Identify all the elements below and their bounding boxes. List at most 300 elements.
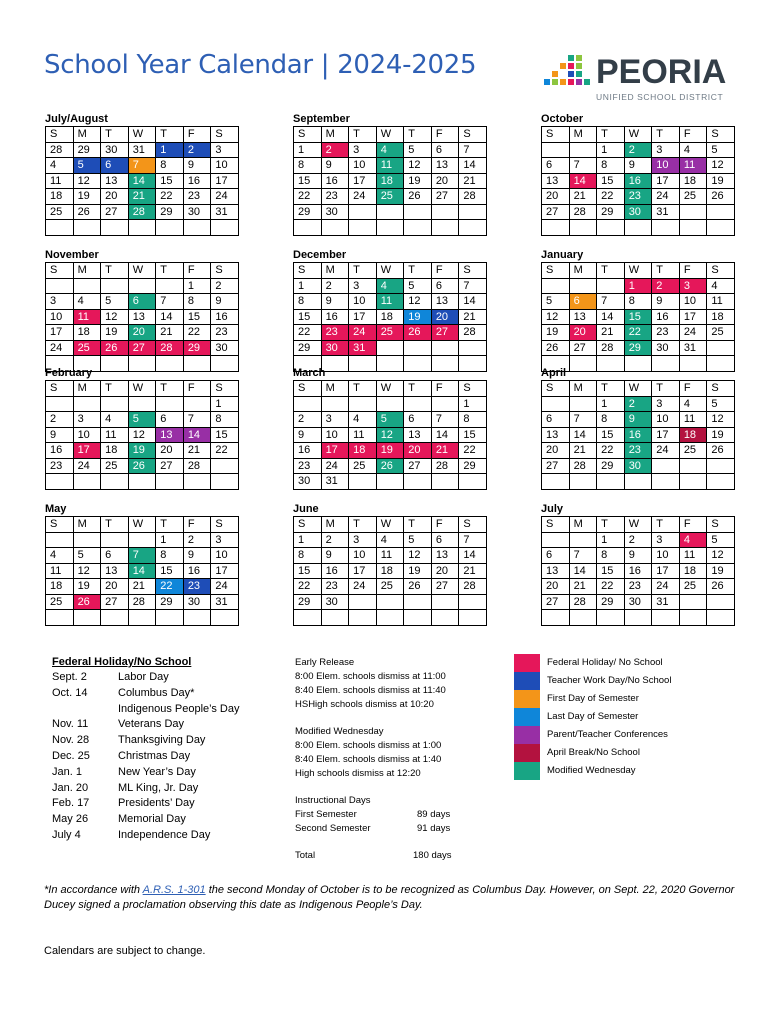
weekday-label: S [542,127,570,143]
week-row [294,610,487,626]
weekday-label: S [707,263,735,279]
month-name: November [45,249,99,261]
holiday-row [52,717,240,733]
day-cell: 18 [376,173,404,189]
instructional-value: 89 days [417,809,451,820]
day-cell [431,396,459,412]
day-cell: 15 [597,563,625,579]
day-cell: 24 [652,443,680,459]
day-cell [569,142,597,158]
early-release-line: 8:00 Elem. schools dismiss at 11:00 [295,671,446,682]
legend-swatch [514,744,540,762]
weekday-label: S [46,381,74,397]
day-cell: 1 [156,142,184,158]
day-cell: 20 [431,563,459,579]
day-cell: 27 [431,189,459,205]
day-cell: 20 [542,443,570,459]
day-cell: 18 [707,309,735,325]
day-cell [46,610,74,626]
instructional-label: Second Semester [295,823,371,834]
day-cell: 4 [376,142,404,158]
day-cell: 30 [624,458,652,474]
day-cell [624,220,652,236]
day-cell: 25 [101,458,129,474]
weekday-header [46,517,239,533]
day-cell: 19 [542,325,570,341]
weekday-label: T [597,381,625,397]
day-cell [707,458,735,474]
day-cell: 25 [46,594,74,610]
day-cell [183,610,211,626]
week-row [542,325,735,341]
day-cell: 18 [73,325,101,341]
weekday-label: S [211,381,239,397]
day-cell [376,594,404,610]
instructional-total [295,849,452,863]
day-cell: 14 [569,563,597,579]
day-cell: 26 [376,458,404,474]
day-cell: 15 [156,173,184,189]
day-cell: 30 [183,594,211,610]
day-cell: 1 [294,142,322,158]
day-cell: 26 [707,189,735,205]
day-cell [652,610,680,626]
modified-wednesday-line: High schools dismiss at 12:20 [295,768,421,779]
day-cell: 24 [349,579,377,595]
day-cell [294,220,322,236]
day-cell: 23 [652,325,680,341]
weekday-label: S [707,381,735,397]
day-cell: 26 [73,594,101,610]
day-cell: 14 [183,427,211,443]
week-row [294,189,487,205]
day-cell: 28 [597,340,625,356]
logo-square [560,79,566,85]
weekday-header [542,263,735,279]
day-cell [73,610,101,626]
day-cell [431,340,459,356]
holiday-rows [52,670,240,844]
day-cell [652,220,680,236]
day-cell: 17 [349,309,377,325]
day-cell [569,532,597,548]
day-cell: 1 [294,278,322,294]
day-cell [128,474,156,490]
week-row [542,309,735,325]
day-cell [101,396,129,412]
day-cell: 13 [156,427,184,443]
day-cell: 2 [46,412,74,428]
week-row [542,474,735,490]
day-cell [376,204,404,220]
day-cell [349,594,377,610]
day-cell [707,204,735,220]
day-cell: 24 [73,458,101,474]
weekday-label: T [404,517,432,533]
footnote [44,883,744,913]
day-cell [459,610,487,626]
holiday-date: Oct. 14 [52,686,88,699]
legend-label: Teacher Work Day/No School [547,675,672,686]
day-cell [431,474,459,490]
day-cell: 10 [321,427,349,443]
day-cell: 16 [183,563,211,579]
day-cell [321,220,349,236]
day-cell: 3 [349,278,377,294]
month-table [293,262,487,372]
weekday-label: F [183,517,211,533]
day-cell: 30 [321,594,349,610]
day-cell: 3 [652,142,680,158]
logo-square [568,79,574,85]
legend-swatch [514,690,540,708]
holiday-name: Independence Day [118,828,211,841]
day-cell: 22 [597,579,625,595]
day-cell: 2 [321,278,349,294]
week-row [294,412,487,428]
day-cell: 5 [707,532,735,548]
day-cell: 7 [183,412,211,428]
week-row [542,563,735,579]
month-name: January [541,249,584,261]
day-cell: 13 [542,427,570,443]
day-cell: 3 [211,142,239,158]
day-cell: 19 [404,309,432,325]
month-name: July/August [45,113,108,125]
weekday-label: S [542,263,570,279]
month-name: April [541,367,567,379]
instructional-heading: Instructional Days [295,795,371,806]
month-name: July [541,503,564,515]
day-cell: 16 [46,443,74,459]
week-row [542,396,735,412]
day-cell [349,204,377,220]
day-cell [101,610,129,626]
week-row [46,458,239,474]
legend-swatch [514,726,540,744]
day-cell: 16 [624,563,652,579]
weekday-label: S [459,517,487,533]
day-cell: 5 [73,548,101,564]
weekday-label: T [652,517,680,533]
holiday-heading: Federal Holiday/No School [52,656,192,668]
weekday-label: S [542,517,570,533]
week-row [294,309,487,325]
day-cell: 27 [542,594,570,610]
day-cell: 4 [679,142,707,158]
day-cell [376,396,404,412]
day-cell: 5 [404,142,432,158]
month-table [541,516,735,626]
weekday-header [542,517,735,533]
day-cell: 24 [349,189,377,205]
early-release-line: 8:40 Elem. schools dismiss at 11:40 [295,685,446,696]
week-row [542,278,735,294]
day-cell: 15 [294,173,322,189]
day-cell [211,220,239,236]
day-cell: 18 [376,563,404,579]
day-cell [542,278,570,294]
weekday-label: T [156,517,184,533]
day-cell: 7 [569,158,597,174]
day-cell: 2 [624,396,652,412]
weekday-label: W [128,127,156,143]
day-cell: 13 [431,294,459,310]
day-cell: 21 [128,579,156,595]
day-cell: 20 [404,443,432,459]
legend-label: Federal Holiday/ No School [547,657,663,668]
instructional-value: 91 days [417,823,451,834]
day-cell: 15 [294,563,322,579]
day-cell: 1 [624,278,652,294]
holiday-date: Feb. 17 [52,797,90,810]
week-row [542,579,735,595]
logo-square [576,55,582,61]
day-cell: 29 [459,458,487,474]
weekday-label: M [321,381,349,397]
day-cell [542,610,570,626]
week-row [46,563,239,579]
day-cell: 2 [321,142,349,158]
day-cell [459,474,487,490]
day-cell: 12 [404,158,432,174]
day-cell: 8 [294,158,322,174]
day-cell: 9 [211,294,239,310]
day-cell [128,220,156,236]
day-cell: 22 [156,579,184,595]
weekday-label: F [431,263,459,279]
day-cell [46,532,74,548]
day-cell: 3 [349,532,377,548]
day-cell: 28 [569,594,597,610]
day-cell [376,340,404,356]
day-cell: 17 [46,325,74,341]
week-row [46,594,239,610]
day-cell: 26 [73,204,101,220]
day-cell: 17 [349,173,377,189]
day-cell: 15 [156,563,184,579]
day-cell: 7 [128,548,156,564]
day-cell: 4 [679,396,707,412]
day-cell: 31 [349,340,377,356]
day-cell: 22 [597,189,625,205]
month-table [541,126,735,236]
weekday-label: S [707,127,735,143]
legend-swatch [514,654,540,672]
day-cell: 29 [597,204,625,220]
day-cell: 24 [349,325,377,341]
holiday-name: Labor Day [118,671,169,683]
page-title: School Year Calendar | 2024-2025 [44,50,477,80]
holiday-row [52,781,240,797]
day-cell: 13 [542,563,570,579]
holiday-name: Veterans Day [118,718,185,731]
weekday-header [542,127,735,143]
day-cell: 16 [321,563,349,579]
legend-label: First Day of Semester [547,693,639,704]
day-cell: 27 [569,340,597,356]
month-name: September [293,113,350,125]
day-cell: 12 [73,173,101,189]
holiday-row [52,733,240,749]
day-cell: 12 [404,294,432,310]
day-cell: 4 [679,532,707,548]
day-cell: 14 [569,427,597,443]
weekday-label: W [376,517,404,533]
day-cell: 28 [459,189,487,205]
weekday-label: M [73,517,101,533]
month-calendar [541,367,738,490]
day-cell [128,396,156,412]
week-row [46,189,239,205]
day-cell [128,610,156,626]
day-cell: 10 [211,158,239,174]
day-cell: 14 [128,563,156,579]
day-cell: 25 [679,189,707,205]
day-cell [156,610,184,626]
day-cell: 29 [156,204,184,220]
day-cell: 17 [652,563,680,579]
day-cell: 9 [321,294,349,310]
day-cell [569,474,597,490]
day-cell [349,396,377,412]
holiday-row [52,749,240,765]
legend-label: April Break/No School [547,747,640,758]
day-cell [679,610,707,626]
weekday-label: S [459,127,487,143]
day-cell: 11 [101,427,129,443]
day-cell: 20 [156,443,184,459]
day-cell [211,610,239,626]
day-cell: 21 [459,173,487,189]
logo-square [568,55,574,61]
week-row [542,340,735,356]
day-cell: 16 [652,309,680,325]
week-row [46,579,239,595]
day-cell: 22 [294,325,322,341]
ars-link[interactable]: A.R.S. 1-301 [142,884,206,896]
day-cell [404,610,432,626]
day-cell: 15 [624,309,652,325]
weekday-label: W [376,127,404,143]
day-cell [459,204,487,220]
month-name: March [293,367,326,379]
day-cell: 25 [679,579,707,595]
day-cell [404,340,432,356]
week-row [46,610,239,626]
day-cell: 17 [73,443,101,459]
weekday-label: T [404,263,432,279]
instructional-label: First Semester [295,809,357,820]
day-cell: 30 [652,340,680,356]
day-cell [459,220,487,236]
day-cell: 9 [321,158,349,174]
day-cell [404,396,432,412]
holiday-date: Sept. 2 [52,671,87,683]
day-cell: 3 [73,412,101,428]
month-calendar [293,503,490,626]
day-cell: 20 [431,173,459,189]
instructional-row [295,808,452,822]
day-cell: 23 [183,579,211,595]
footnote-suffix: the second Monday of October is to be recognized as Columbus Day. However, on Sept. 22, 2020 Governor Ducey signed a proclamation observing this date as Indigenous People’s Day. [44,884,735,911]
legend-swatch [514,672,540,690]
day-cell: 18 [679,173,707,189]
day-cell: 31 [211,204,239,220]
total-label: Total [295,850,316,861]
month-calendar [45,249,242,372]
holiday-row [52,796,240,812]
early-release-line: HSHigh schools dismiss at 10:20 [295,699,434,710]
day-cell [376,220,404,236]
day-cell: 17 [321,443,349,459]
day-cell: 11 [376,158,404,174]
day-cell: 19 [404,173,432,189]
holiday-row [52,765,240,781]
day-cell: 10 [349,548,377,564]
holiday-date: Jan. 1 [52,765,82,778]
day-cell: 8 [597,548,625,564]
holiday-date: Nov. 11 [52,718,89,731]
day-cell [73,396,101,412]
day-cell [156,396,184,412]
day-cell: 26 [404,579,432,595]
day-cell: 29 [597,458,625,474]
day-cell: 8 [294,548,322,564]
week-row [542,412,735,428]
week-row [542,158,735,174]
day-cell: 5 [404,278,432,294]
day-cell: 10 [73,427,101,443]
day-cell: 20 [431,309,459,325]
day-cell: 22 [294,189,322,205]
day-cell [101,474,129,490]
day-cell: 18 [101,443,129,459]
week-row [46,427,239,443]
week-row [542,204,735,220]
day-cell: 26 [404,325,432,341]
day-cell: 17 [211,173,239,189]
day-cell: 11 [376,294,404,310]
day-cell: 4 [73,294,101,310]
day-cell [46,396,74,412]
day-cell [569,220,597,236]
day-cell: 3 [349,142,377,158]
day-cell: 10 [652,158,680,174]
week-row [542,142,735,158]
weekday-label: T [652,127,680,143]
day-cell [73,532,101,548]
day-cell: 19 [101,325,129,341]
day-cell [652,458,680,474]
instructional-row [295,822,452,836]
week-row [542,594,735,610]
day-cell [73,278,101,294]
day-cell: 19 [707,173,735,189]
month-table [293,516,487,626]
day-cell: 6 [431,278,459,294]
day-cell: 27 [404,458,432,474]
day-cell: 1 [597,142,625,158]
day-cell: 9 [183,158,211,174]
weekday-label: W [624,381,652,397]
day-cell: 12 [128,427,156,443]
day-cell: 25 [679,443,707,459]
logo-subtitle: UNIFIED SCHOOL DISTRICT [596,92,724,102]
day-cell: 31 [128,142,156,158]
day-cell [128,278,156,294]
day-cell: 13 [101,173,129,189]
